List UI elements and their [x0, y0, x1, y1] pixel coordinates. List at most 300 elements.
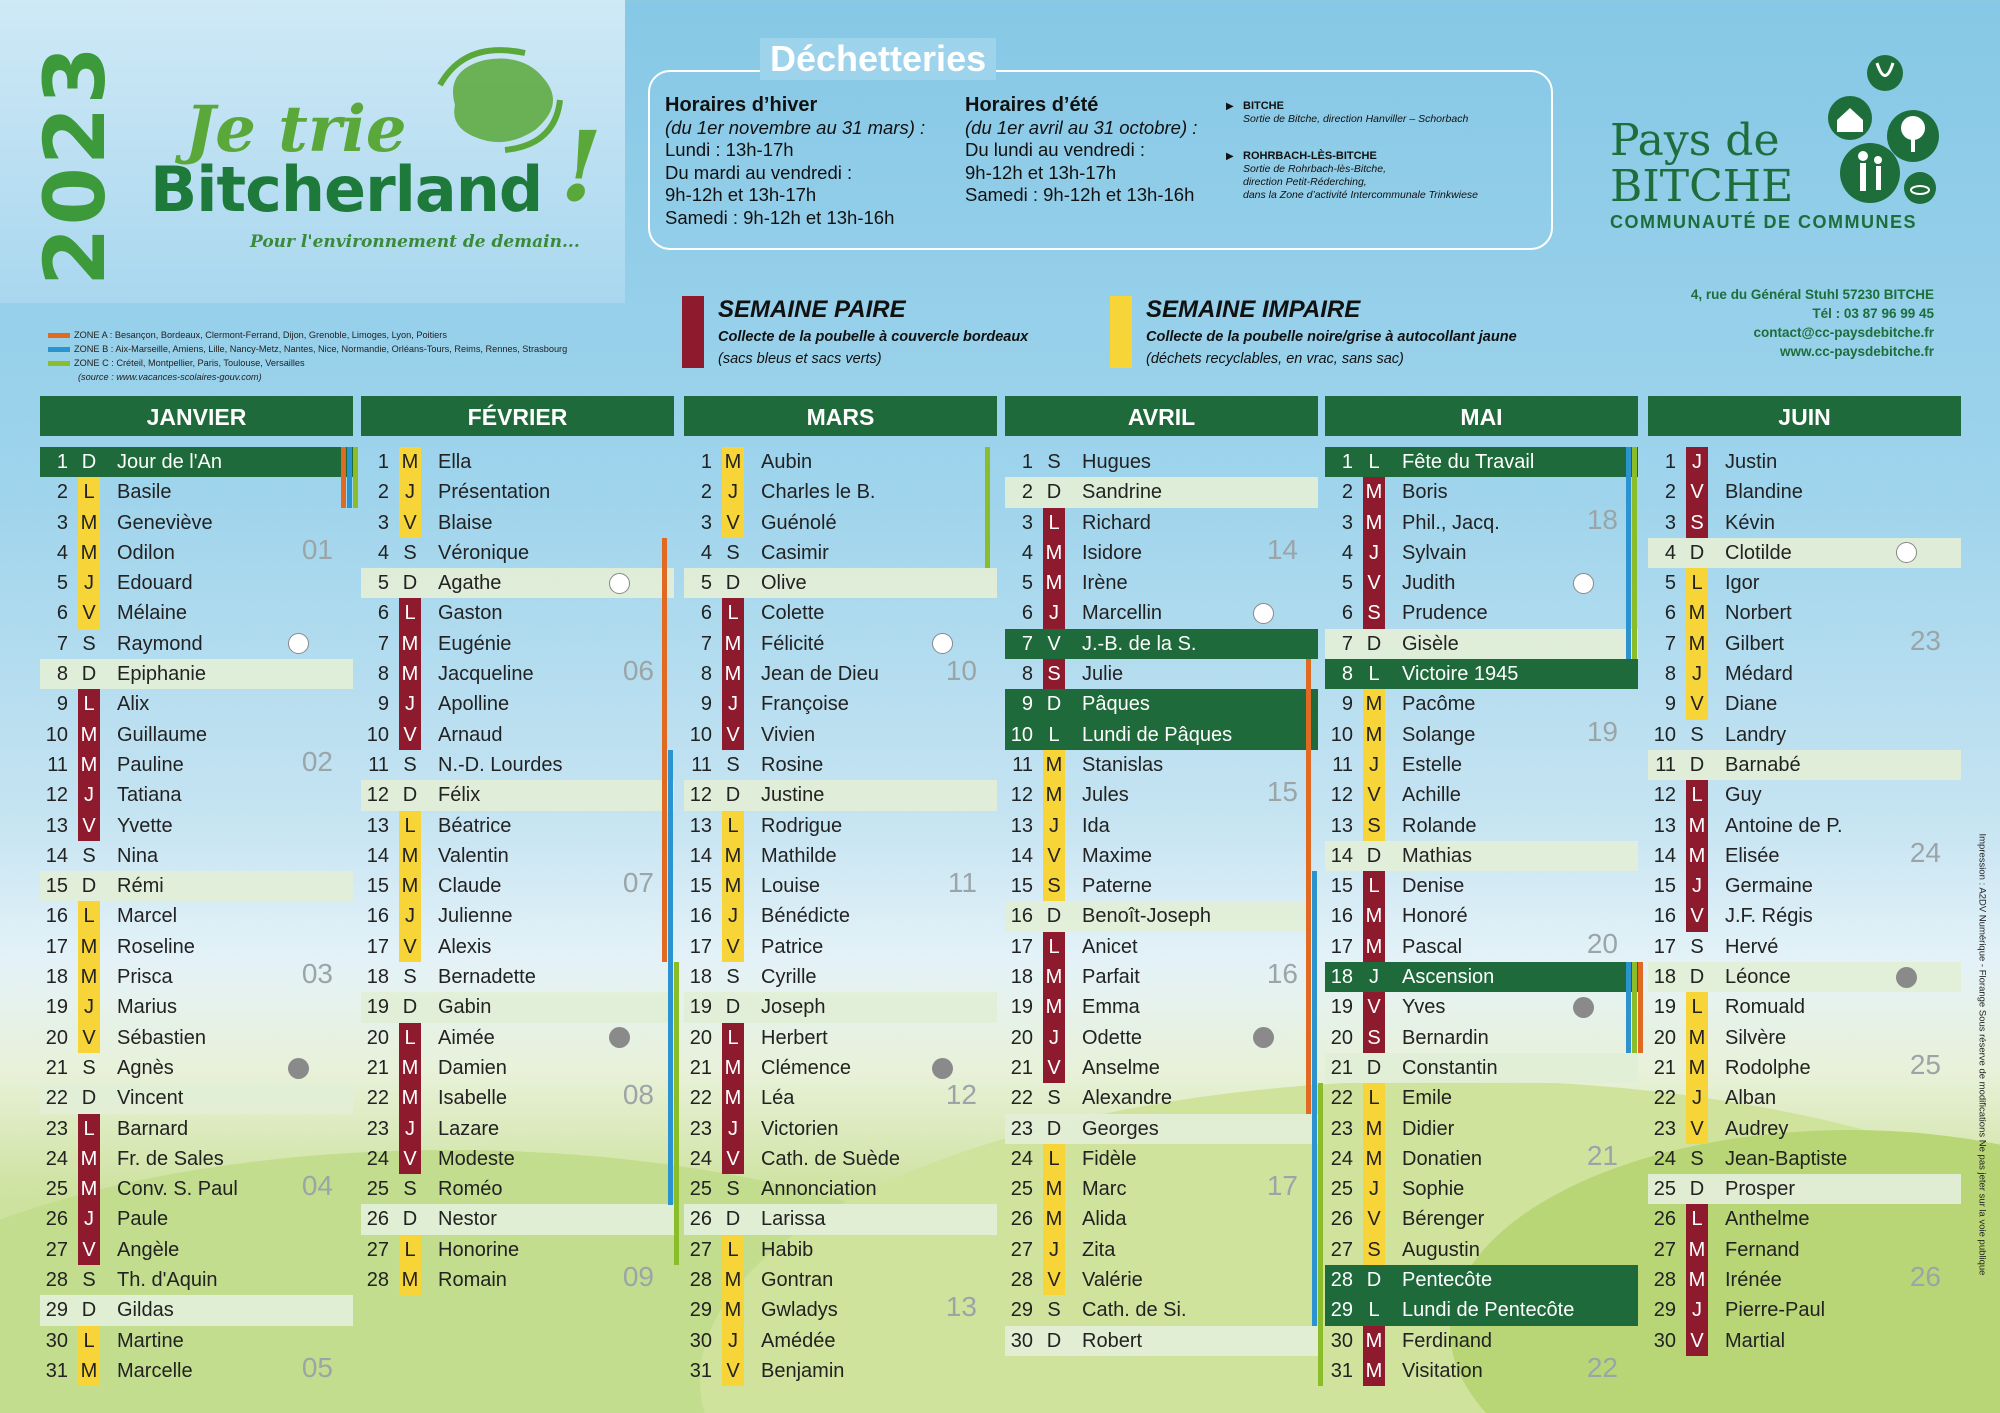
weekday-letter: M — [1363, 932, 1385, 962]
weekday-letter: V — [1043, 1053, 1065, 1083]
saint-name: Maxime — [1082, 844, 1153, 867]
day-number: 11 — [1655, 753, 1676, 776]
day-number: 20 — [45, 1026, 68, 1049]
day-number: 19 — [1653, 996, 1676, 1019]
day-number: 4 — [377, 541, 389, 564]
day-number: 30 — [1010, 1329, 1033, 1352]
day-row — [1648, 477, 1961, 507]
saint-name: Hugues — [1082, 451, 1151, 473]
day-row — [684, 720, 997, 750]
day-row — [684, 780, 997, 810]
zones-source: (source : www.vacances-scolaires-gouv.com) — [78, 372, 262, 382]
weekday-letter: M — [1686, 629, 1708, 659]
day-number: 13 — [689, 814, 712, 837]
weekday-letter: S — [1047, 451, 1061, 473]
saint-name: Larissa — [761, 1208, 826, 1231]
saint-name: Bénédicte — [761, 905, 850, 928]
saint-name: Lundi de Pâques — [1082, 723, 1233, 746]
winter-line: Lundi : 13h-17h — [665, 139, 794, 160]
month-2 — [684, 396, 997, 1396]
day-row — [40, 901, 353, 931]
day-number: 22 — [45, 1087, 68, 1110]
weekday-letter: V — [1686, 901, 1708, 931]
day-row — [40, 477, 353, 507]
day-row — [1005, 811, 1318, 841]
day-number: 11 — [368, 753, 389, 776]
day-row — [684, 1174, 997, 1204]
day-number: 21 — [45, 1056, 68, 1079]
day-row — [1005, 1114, 1318, 1144]
weekday-letter: L — [1368, 1299, 1380, 1322]
day-number: 6 — [1341, 602, 1353, 625]
day-number: 6 — [1021, 602, 1033, 625]
weekday-letter: M — [1043, 780, 1065, 810]
weekday-letter: S — [726, 1178, 740, 1201]
day-row — [1648, 447, 1961, 477]
school-holiday-bar — [1626, 447, 1631, 659]
day-number: 26 — [1010, 1208, 1033, 1231]
day-number: 15 — [1653, 875, 1676, 898]
weekday-letter: S — [403, 1178, 417, 1201]
weekday-letter: V — [1686, 1326, 1708, 1356]
winter-title: Horaires d’hiver — [665, 94, 818, 116]
weekday-letter: S — [1047, 1299, 1061, 1322]
weekday-letter: J — [399, 477, 421, 507]
day-row — [684, 1114, 997, 1144]
saint-name: Cath. de Suède — [761, 1147, 900, 1170]
weekday-letter: V — [1363, 1204, 1385, 1234]
saint-name: Fidèle — [1082, 1147, 1137, 1170]
day-number: 25 — [366, 1178, 389, 1201]
day-row — [361, 750, 674, 780]
week-number: 20 — [1586, 927, 1618, 959]
day-row — [684, 508, 997, 538]
saint-name: Th. d'Aquin — [117, 1269, 218, 1292]
weekday-letter: M — [1363, 901, 1385, 931]
weekday-letter: M — [399, 841, 421, 871]
weekday-letter: M — [399, 1265, 421, 1295]
weekday-letter: M — [1686, 1023, 1708, 1053]
day-row — [1648, 1083, 1961, 1113]
saint-name: Blandine — [1725, 481, 1803, 504]
day-number: 31 — [689, 1359, 712, 1382]
day-row — [361, 477, 674, 507]
saint-name: Anselme — [1082, 1056, 1160, 1079]
day-number: 18 — [1330, 966, 1353, 989]
weekday-letter: J — [722, 901, 744, 931]
weekday-letter: S — [1690, 723, 1704, 746]
day-row — [1648, 780, 1961, 810]
email-link[interactable]: contact@cc-paysdebitche.fr — [1753, 325, 1934, 340]
weekday-letter: J — [78, 1204, 100, 1234]
weekday-letter: L — [399, 1023, 421, 1053]
weekday-letter: M — [1043, 1174, 1065, 1204]
day-number: 29 — [689, 1299, 712, 1322]
saint-name: Odilon — [117, 541, 175, 564]
week-number: 05 — [301, 1352, 333, 1383]
summer-line: Samedi : 9h-12h et 13h-16h — [965, 184, 1195, 205]
weekday-letter: L — [78, 1114, 100, 1144]
day-number: 5 — [1021, 572, 1033, 595]
day-number: 19 — [1010, 996, 1033, 1019]
saint-name: Casimir — [761, 541, 829, 564]
school-holiday-bar — [1306, 659, 1311, 1114]
saint-name: Julienne — [438, 905, 513, 928]
day-number: 7 — [1021, 632, 1033, 655]
day-number: 27 — [1010, 1238, 1033, 1261]
saint-name: Emile — [1402, 1087, 1453, 1110]
day-number: 24 — [689, 1147, 712, 1170]
month-3 — [1005, 396, 1318, 1396]
weekday-letter: M — [722, 1053, 744, 1083]
saint-name: Alida — [1082, 1208, 1127, 1231]
day-number: 22 — [1330, 1087, 1353, 1110]
saint-name: Léa — [761, 1087, 795, 1110]
week-number: 03 — [301, 958, 333, 990]
day-number: 19 — [45, 996, 68, 1019]
saint-name: Fernand — [1725, 1238, 1800, 1261]
day-row — [1325, 1295, 1638, 1325]
week-number: 25 — [1909, 1049, 1941, 1080]
weekday-letter: D — [402, 572, 418, 595]
day-number: 7 — [1341, 632, 1353, 655]
weekday-letter: L — [1686, 780, 1708, 810]
saint-name: Françoise — [761, 693, 849, 716]
weekday-letter: M — [78, 1144, 100, 1174]
weekday-letter: D — [1046, 1329, 1062, 1352]
weekday-letter: M — [722, 447, 744, 477]
weekday-letter: J — [1363, 1174, 1385, 1204]
weekday-letter: D — [81, 1299, 97, 1322]
weekday-letter: J — [399, 901, 421, 931]
day-number: 8 — [56, 663, 68, 686]
weekday-letter: M — [722, 659, 744, 689]
week-number: 16 — [1266, 958, 1298, 990]
saint-name: Aubin — [761, 451, 813, 473]
impaire-swatch — [1110, 296, 1132, 368]
day-number: 17 — [45, 935, 68, 958]
saint-name: Kévin — [1725, 511, 1776, 534]
day-number: 13 — [1653, 814, 1676, 837]
saint-name: Judith — [1402, 572, 1456, 595]
weekday-letter: S — [82, 1056, 96, 1079]
saint-name: Justine — [761, 784, 825, 807]
saint-name: Irénée — [1725, 1269, 1782, 1292]
saint-name: Prisca — [117, 966, 173, 989]
weekday-letter: D — [1689, 541, 1705, 564]
day-row — [40, 568, 353, 598]
saint-name: Pacôme — [1402, 693, 1476, 716]
week-number: 08 — [622, 1079, 654, 1111]
saint-name: Nina — [117, 844, 159, 867]
day-number: 4 — [1341, 541, 1353, 564]
school-holiday-bar — [1312, 871, 1317, 1326]
weekday-letter: V — [1686, 689, 1708, 719]
week-number: 02 — [301, 746, 333, 777]
day-number: 24 — [1653, 1147, 1676, 1170]
day-row — [1325, 750, 1638, 780]
saint-name: Angèle — [117, 1238, 180, 1261]
day-number: 1 — [1341, 451, 1353, 473]
saint-name: Geneviève — [117, 511, 213, 534]
day-number: 19 — [1330, 996, 1353, 1019]
day-number: 10 — [366, 723, 389, 746]
saint-name: Amédée — [761, 1329, 836, 1352]
saint-name: Nestor — [438, 1208, 497, 1231]
weekday-letter: L — [1368, 451, 1380, 473]
winter-hours — [665, 94, 925, 229]
day-row — [1005, 871, 1318, 901]
zone-a — [48, 328, 567, 342]
day-number: 18 — [689, 966, 712, 989]
zone-b — [48, 342, 567, 356]
day-number: 27 — [1653, 1238, 1676, 1261]
day-number: 18 — [1010, 966, 1033, 989]
saint-name: Barnard — [117, 1117, 189, 1140]
saint-name: Yves — [1402, 996, 1446, 1019]
weekday-letter: M — [1686, 1265, 1708, 1295]
weekday-letter: S — [403, 966, 417, 989]
day-number: 23 — [689, 1117, 712, 1140]
saint-name: Augustin — [1402, 1238, 1480, 1261]
day-row — [1325, 780, 1638, 810]
day-row — [1325, 962, 1638, 992]
day-row — [684, 962, 997, 992]
day-number: 22 — [1653, 1087, 1676, 1110]
weekday-letter: M — [1363, 720, 1385, 750]
weekday-letter: V — [1047, 632, 1061, 655]
weekday-letter: V — [722, 720, 744, 750]
saint-name: Roméo — [438, 1178, 503, 1201]
saint-name: Didier — [1402, 1117, 1455, 1140]
saint-name: Paule — [117, 1208, 169, 1231]
day-row — [40, 598, 353, 628]
day-row — [1648, 992, 1961, 1022]
weekday-letter: S — [1043, 659, 1065, 689]
saint-name: Estelle — [1402, 753, 1463, 776]
weekday-letter: M — [1363, 1114, 1385, 1144]
saint-name: Ascension — [1402, 966, 1495, 989]
day-number: 4 — [1021, 541, 1033, 564]
week-number: 18 — [1586, 503, 1618, 535]
weekday-letter: M — [399, 871, 421, 901]
weekday-letter: J — [78, 992, 100, 1022]
school-holiday-bar — [985, 447, 990, 568]
day-number: 20 — [1010, 1026, 1033, 1049]
zone-b-swatch — [48, 347, 70, 352]
weekday-letter: J — [1686, 1295, 1708, 1325]
saint-name: Victorien — [761, 1117, 839, 1140]
saint-name: Apolline — [438, 693, 510, 716]
day-row — [684, 992, 997, 1022]
day-number: 12 — [45, 784, 68, 807]
day-row — [40, 780, 353, 810]
weekday-letter: M — [78, 720, 100, 750]
day-row — [1005, 992, 1318, 1022]
day-number: 2 — [700, 481, 712, 504]
saint-name: J.-B. de la S. — [1082, 632, 1197, 655]
saint-name: Lundi de Pentecôte — [1402, 1299, 1575, 1322]
day-row — [684, 1326, 997, 1356]
day-number: 20 — [689, 1026, 712, 1049]
day-row — [40, 1114, 353, 1144]
day-number: 25 — [1010, 1178, 1033, 1201]
day-number: 28 — [1653, 1269, 1676, 1292]
impaire-title: SEMAINE IMPAIRE — [1146, 296, 1361, 323]
week-number: 23 — [1909, 624, 1941, 656]
saint-name: Hervé — [1725, 935, 1779, 958]
weekday-letter: M — [1043, 962, 1065, 992]
week-number: 07 — [622, 867, 654, 899]
day-number: 6 — [700, 602, 712, 625]
day-number: 16 — [366, 905, 389, 928]
saint-name: Zita — [1082, 1238, 1116, 1261]
weekday-letter: J — [399, 1114, 421, 1144]
day-number: 30 — [45, 1329, 68, 1352]
day-row — [1325, 1265, 1638, 1295]
saint-name: Guy — [1725, 784, 1762, 807]
weekday-letter: S — [82, 844, 96, 867]
day-number: 1 — [700, 451, 712, 473]
month-0 — [40, 396, 353, 1396]
day-row — [1648, 568, 1961, 598]
saint-name: Silvère — [1725, 1026, 1787, 1049]
website-link[interactable]: www.cc-paysdebitche.fr — [1779, 344, 1934, 359]
saint-name: Cyrille — [761, 966, 817, 989]
weekday-letter: M — [78, 932, 100, 962]
saint-name: Alexis — [438, 935, 492, 958]
weekday-letter: J — [722, 1114, 744, 1144]
saint-name: Alban — [1725, 1087, 1777, 1110]
day-row — [361, 538, 674, 568]
zone-text: ZONE C : Créteil, Montpellier, Paris, Toulouse, Versailles — [74, 358, 305, 368]
weekday-letter: V — [399, 1144, 421, 1174]
weekday-letter: L — [722, 598, 744, 628]
day-row — [1648, 901, 1961, 931]
weekday-letter: D — [1689, 753, 1705, 776]
weekday-letter: M — [722, 1083, 744, 1113]
saint-name: Tatiana — [117, 784, 182, 807]
weekday-letter: D — [1366, 1056, 1382, 1079]
weekday-letter: V — [1363, 992, 1385, 1022]
day-number: 2 — [1664, 481, 1676, 504]
weekday-letter: M — [722, 629, 744, 659]
week-number: 13 — [945, 1291, 977, 1323]
weekday-letter: L — [399, 811, 421, 841]
day-number: 20 — [1653, 1026, 1676, 1049]
saint-name: Bernardin — [1402, 1026, 1489, 1049]
weekday-letter: L — [1686, 992, 1708, 1022]
paire-sub: Collecte de la poubelle à couvercle bordeaux — [718, 329, 1029, 345]
weekday-letter: V — [78, 598, 100, 628]
phone: Tél : 03 87 96 99 45 — [1812, 306, 1934, 321]
brand-exclamation: ! — [560, 110, 603, 223]
weekday-letter: L — [399, 598, 421, 628]
saint-name: Gabin — [438, 996, 492, 1019]
saint-name: Martine — [117, 1329, 184, 1352]
winter-line: Du mardi au vendredi : — [665, 161, 853, 183]
day-number: 14 — [689, 844, 712, 867]
day-number: 25 — [1330, 1178, 1353, 1201]
weekday-letter: L — [78, 1326, 100, 1356]
weekday-letter: S — [1363, 1023, 1385, 1053]
day-row — [1325, 659, 1638, 689]
saint-name: Constantin — [1402, 1056, 1498, 1079]
day-list — [684, 447, 997, 1386]
weekday-letter: J — [1363, 538, 1385, 568]
saint-name: Mathias — [1402, 844, 1473, 867]
day-row — [1005, 659, 1318, 689]
weekday-letter: M — [1363, 477, 1385, 507]
weekday-letter: J — [722, 689, 744, 719]
saint-name: Marius — [117, 996, 178, 1019]
day-number: 4 — [700, 541, 712, 564]
day-number: 14 — [1010, 844, 1033, 867]
day-row — [361, 901, 674, 931]
weekday-letter: S — [726, 541, 740, 564]
day-row — [1648, 689, 1961, 719]
saint-name: Romuald — [1725, 996, 1806, 1019]
saint-name: Pâques — [1082, 693, 1150, 716]
saint-name: Richard — [1082, 511, 1151, 534]
weekday-letter: S — [1043, 871, 1065, 901]
weekday-letter: M — [1363, 689, 1385, 719]
day-row — [361, 932, 674, 962]
day-number: 21 — [366, 1056, 389, 1079]
day-number: 22 — [689, 1087, 712, 1110]
saint-name: Rodrigue — [761, 814, 843, 837]
day-number: 24 — [45, 1147, 68, 1170]
saint-name: Audrey — [1725, 1117, 1789, 1140]
day-number: 21 — [1653, 1056, 1676, 1079]
saint-name: Arnaud — [438, 723, 503, 746]
weekday-letter: L — [722, 1235, 744, 1265]
school-holiday-bar — [1318, 1083, 1323, 1386]
saint-name: Colette — [761, 602, 825, 625]
weekday-letter: V — [399, 932, 421, 962]
month-header: JUIN — [1648, 396, 1961, 436]
day-row — [1005, 1265, 1318, 1295]
weekday-letter: M — [1043, 538, 1065, 568]
weekday-letter: L — [1043, 508, 1065, 538]
weekday-letter: M — [1043, 750, 1065, 780]
day-number: 27 — [1330, 1238, 1353, 1261]
weekday-letter: M — [1043, 1204, 1065, 1234]
month-header: AVRIL — [1005, 396, 1318, 436]
day-number: 3 — [56, 511, 68, 534]
day-number: 8 — [700, 663, 712, 686]
saint-name: Gisèle — [1402, 632, 1459, 655]
day-number: 27 — [45, 1238, 68, 1261]
new-moon-icon — [932, 1058, 953, 1079]
brand-line2: Bitcherland — [150, 153, 543, 226]
day-row — [361, 992, 674, 1022]
school-holiday-bar — [1638, 962, 1643, 1053]
day-number: 15 — [689, 875, 712, 898]
day-row — [40, 659, 353, 689]
weekday-letter: J — [78, 568, 100, 598]
school-holiday-bar — [347, 447, 352, 508]
saint-name: Jean de Dieu — [761, 663, 879, 686]
week-number: 24 — [1909, 836, 1941, 868]
saint-name: Yvette — [117, 814, 173, 837]
saint-name: Visitation — [1402, 1359, 1483, 1382]
saint-name: Julie — [1082, 663, 1124, 686]
day-row — [684, 689, 997, 719]
saint-name: Louise — [761, 875, 820, 898]
day-number: 5 — [700, 572, 712, 595]
day-number: 8 — [377, 663, 389, 686]
